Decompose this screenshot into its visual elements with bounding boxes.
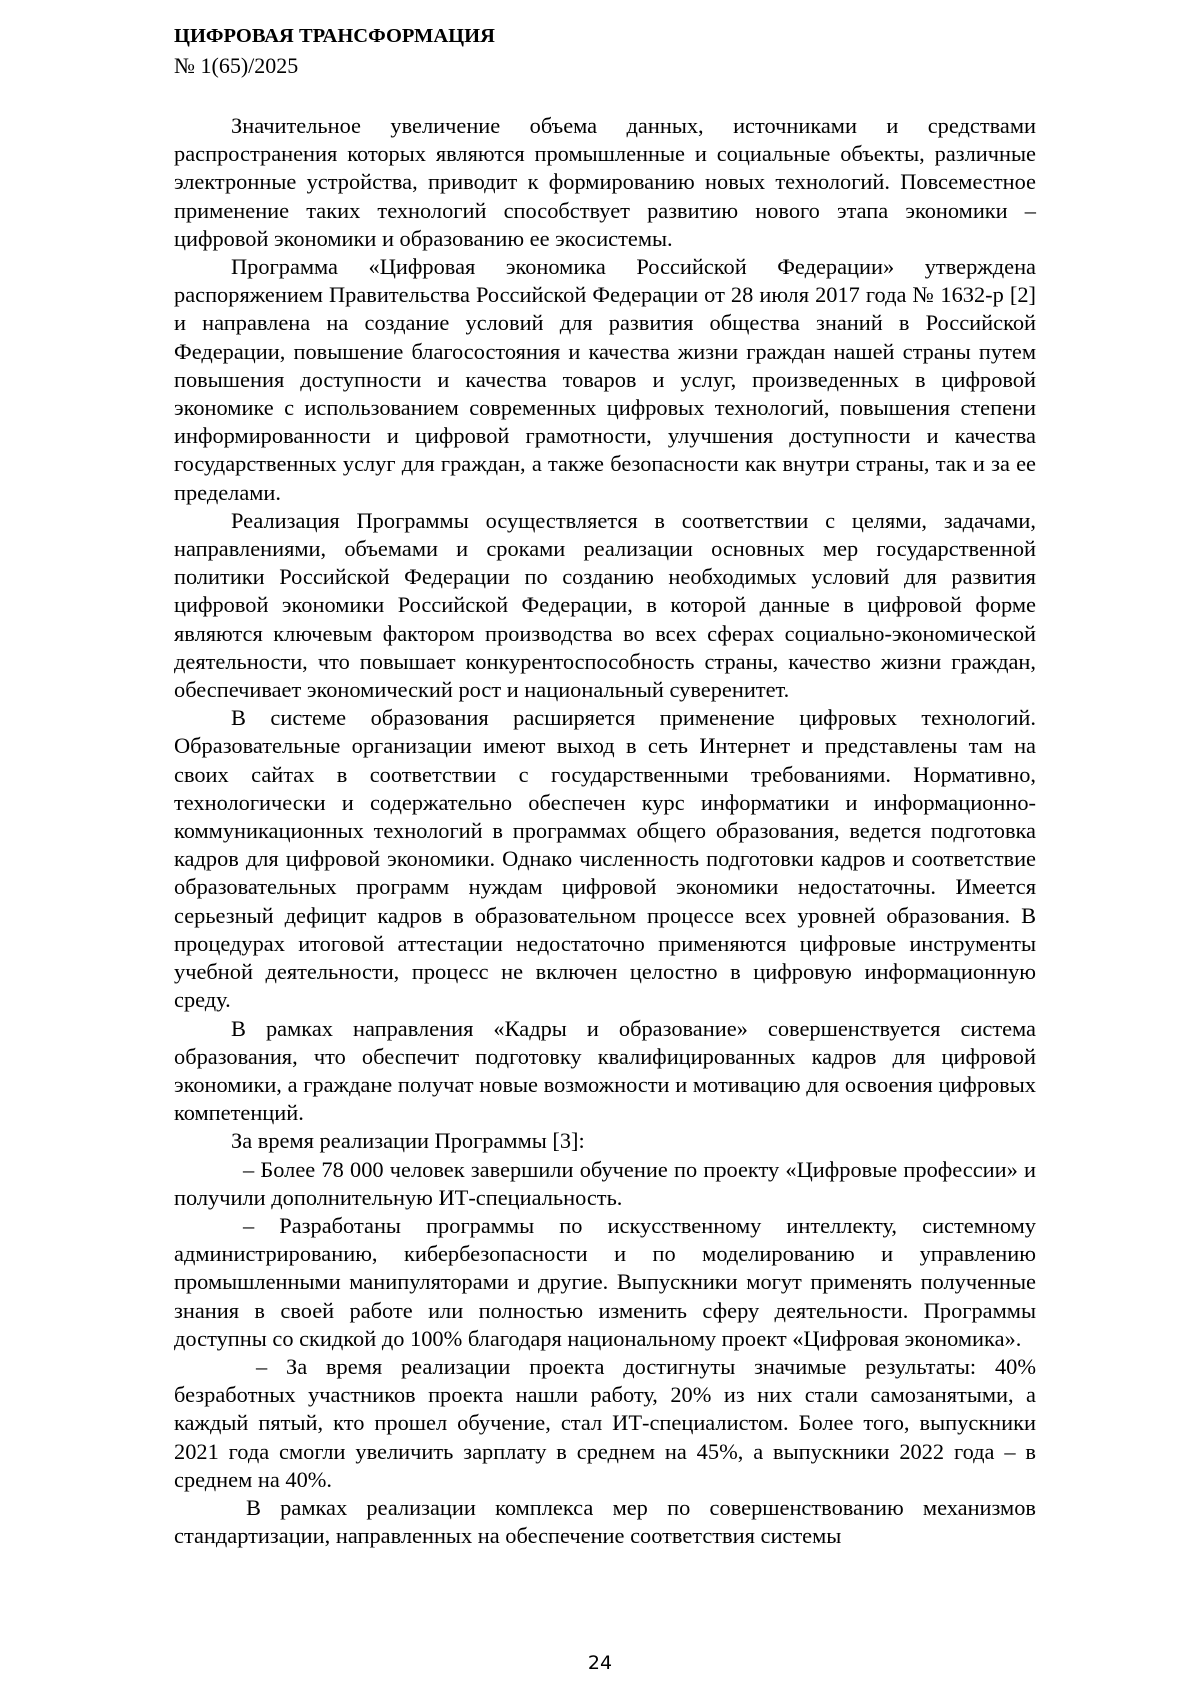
paragraph-program-approval: Программа «Цифровая экономика Российской Федерации» утверждена распоряжением Правительства Российской Федерации от 28 июля 2017 года № 1632-р [2] и направлена на создание условий для развития общества знаний в Российской Федерации, повышение благосостояния и качества жизни граждан нашей страны путем повышения доступности и качества товаров и услуг, произведенных в цифровой экономике с использованием современных цифровых технологий, повышения степени информированности и цифровой грамотности, улучшения доступности и качества государственных услуг для граждан, а также безопасности как внутри страны, так и за ее пределами.	[174, 254, 1036, 505]
page-number: 24	[587, 1652, 613, 1674]
list-item-programs-developed: – Разработаны программы по искусственному интеллекту, системному администрированию, кибербезопасности и по моделированию и управлению промышленными манипуляторами и другие. Выпускники могут применять полученные знания в своей работе или полностью изменить сферу деятельности. Программы доступны со скидкой до 100% благодаря национальному проект «Цифровая экономика».	[174, 1212, 1036, 1351]
journal-title: ЦИФРОВАЯ ТРАНСФОРМАЦИЯ	[174, 25, 495, 47]
paragraph-standardization: В рамках реализации комплекса мер по совершенствованию механизмов стандартизации, направленных на обеспечение соответствия системы	[174, 1494, 1036, 1549]
article-body	[174, 112, 1036, 1550]
issue-number: № 1(65)/2025	[174, 53, 299, 78]
paragraph-program-results-intro: За время реализации Программы [3]:	[231, 1128, 585, 1154]
paragraph-program-implementation: Реализация Программы осуществляется в соответствии с целями, задачами, направлениями, объемами и сроками реализации основных мер государственной политики Российской Федерации по созданию необходимых условий для развития цифровой экономики Российской Федерации, в которой данные в цифровой форме являются ключевым фактором производства во всех сферах социально-экономической деятельности, что повышает конкурентоспособность страны, качество жизни граждан, обеспечивает экономический рост и национальный суверенитет.	[174, 507, 1036, 703]
list-item-project-results: – За время реализации проекта достигнуты значимые результаты: 40% безработных участников проекта нашли работу, 20% из них стали самозанятыми, а каждый пятый, кто прошел обучение, стал ИТ-специалистом. Более того, выпускники 2021 года смогли увеличить зарплату в среднем на 45%, а выпускники 2022 года – в среднем на 40%.	[174, 1353, 1036, 1492]
paragraph-data-growth: Значительное увеличение объема данных, источниками и средствами распространения которых являются промышленные и социальные объекты, различные электронные устройства, приводит к формированию новых технологий. Повсеместное применение таких технологий способствует развитию нового этапа экономики – цифровой экономики и образованию ее экосистемы.	[174, 113, 1036, 251]
running-header	[174, 22, 495, 80]
paragraph-education-system: В системе образования расширяется применение цифровых технологий. Образовательные организации имеют выход в сеть Интернет и представлены там на своих сайтах в соответствии с государственными требованиями. Нормативно, технологически и содержательно обеспечен курс информатики и информационно-коммуникационных технологий в программах общего образования, ведется подготовка кадров для цифровой экономики. Однако численность подготовки кадров и соответствие образовательных программ нуждам цифровой экономики недостаточны. Имеется серьезный дефицит кадров в образовательном процессе всех уровней образования. В процедурах итоговой аттестации недостаточно применяются цифровые инструменты учебной деятельности, процесс не включен целостно в цифровую информационную среду.	[174, 705, 1036, 1013]
list-item-digital-professions: – Более 78 000 человек завершили обучение по проекту «Цифровые профессии» и получили дополнительную ИТ-специальность.	[174, 1156, 1036, 1210]
paragraph-personnel-direction: В рамках направления «Кадры и образование» совершенствуется система образования, что обеспечит подготовку квалифицированных кадров для цифровой экономики, а граждане получат новые возможности и мотивацию для освоения цифровых компетенций.	[174, 1015, 1036, 1126]
